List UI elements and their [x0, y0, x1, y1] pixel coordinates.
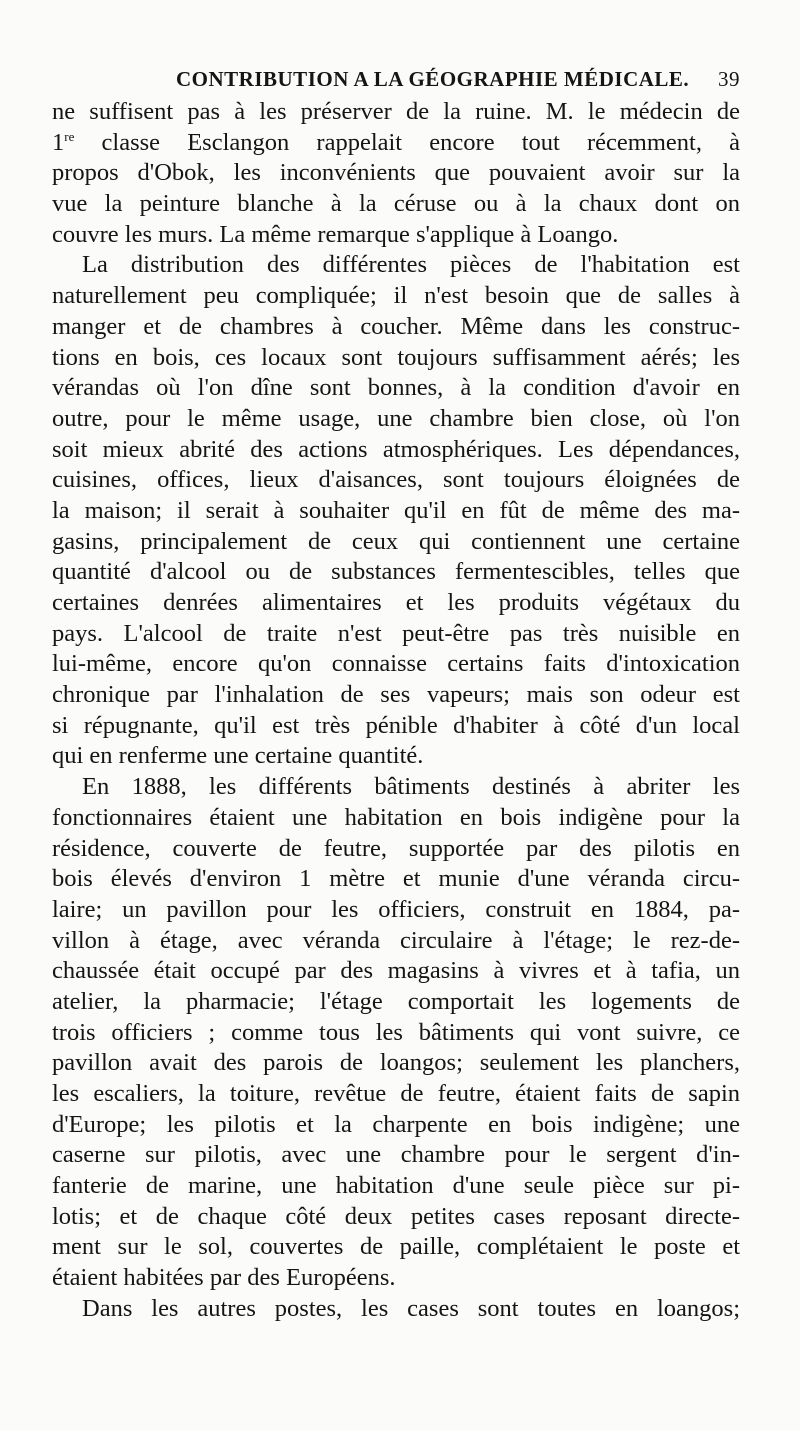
- text-line: trois officiers ; comme tous les bâtiments qui vont suivre, ce: [52, 1018, 740, 1046]
- text-line: quantité d'alcool ou de substances fermentescibles, telles que: [52, 558, 740, 586]
- text-line: atelier, la pharmacie; l'étage comportait les logements de: [52, 987, 740, 1015]
- text-line: chaussée était occupé par des magasins à vivres et à tafia, un: [52, 957, 740, 985]
- text-line: La distribution des différentes pièces de l'habitation est: [82, 251, 740, 279]
- text-line: fanterie de marine, une habitation d'une seule pièce sur pi-: [52, 1172, 740, 1200]
- text-line: lotis; et de chaque côté deux petites cases reposant directe-: [52, 1202, 740, 1230]
- text-line: chronique par l'inhalation de ses vapeurs; mais son odeur est: [52, 681, 740, 709]
- text-line: soit mieux abrité des actions atmosphériques. Les dépendances,: [52, 435, 740, 463]
- text-line: gasins, principalement de ceux qui contiennent une certaine: [52, 527, 740, 555]
- text-line: couvre les murs. La même remarque s'applique à Loango.: [52, 220, 619, 248]
- text-line: pavillon avait des parois de loangos; seulement les planchers,: [52, 1049, 740, 1077]
- text-line: En 1888, les différents bâtiments destinés à abriter les: [82, 773, 740, 801]
- text-line: étaient habitées par des Européens.: [52, 1264, 396, 1292]
- text-line: tions en bois, ces locaux sont toujours suffisamment aérés; les: [52, 343, 740, 371]
- text-line: lui-même, encore qu'on connaisse certains faits d'intoxication: [52, 650, 740, 678]
- text-line-rest: classe Esclangon rappelait encore tout récemment, à: [101, 128, 740, 156]
- text-line: laire; un pavillon pour les officiers, construit en 1884, pa-: [52, 895, 740, 923]
- running-title: CONTRIBUTION A LA GÉOGRAPHIE MÉDICALE.: [176, 67, 690, 91]
- text-line: villon à étage, avec véranda circulaire à l'étage; le rez-de-: [52, 926, 740, 954]
- text-line: les escaliers, la toiture, revêtue de feutre, étaient faits de sapin: [52, 1080, 740, 1107]
- text-line: la maison; il serait à souhaiter qu'il en fût de même des ma-: [52, 496, 740, 524]
- text-line: ne suffisent pas à les préserver de la ruine. M. le médecin de: [52, 98, 740, 125]
- text-line: pays. L'alcool de traite n'est peut-être pas très nuisible en: [52, 619, 740, 647]
- text-line: ment sur le sol, couvertes de paille, complétaient le poste et: [52, 1233, 740, 1261]
- page-header: [160, 56, 740, 92]
- text-line: naturellement peu compliquée; il n'est besoin que de salles à: [52, 282, 740, 310]
- text-line: résidence, couverte de feutre, supportée par des pilotis en: [52, 834, 740, 862]
- page-number: 39: [718, 67, 740, 91]
- text-line: vue la peinture blanche à la céruse ou à la chaux dont on: [52, 190, 740, 218]
- text-line: manger et de chambres à coucher. Même dans les construc-: [52, 312, 740, 340]
- text-line: outre, pour le même usage, une chambre bien close, où l'on: [52, 404, 740, 432]
- text-line: si répugnante, qu'il est très pénible d'habiter à côté d'un local: [52, 711, 740, 739]
- body-text: [52, 97, 740, 1325]
- ordinal-number: 1: [52, 128, 65, 156]
- text-line: [52, 128, 740, 159]
- text-line: bois élevés d'environ 1 mètre et munie d'une véranda circu-: [52, 865, 740, 893]
- ordinal-superscript: re: [64, 128, 75, 144]
- text-line: certaines denrées alimentaires et les produits végétaux du: [52, 589, 740, 616]
- text-line: fonctionnaires étaient une habitation en bois indigène pour la: [52, 803, 740, 831]
- text-line: vérandas où l'on dîne sont bonnes, à la condition d'avoir en: [52, 374, 740, 402]
- text-line: Dans les autres postes, les cases sont toutes en loangos;: [82, 1294, 740, 1322]
- text-line: caserne sur pilotis, avec une chambre pour le sergent d'in-: [52, 1141, 740, 1169]
- text-line: qui en renferme une certaine quantité.: [52, 742, 424, 770]
- text-line: d'Europe; les pilotis et la charpente en bois indigène; une: [52, 1110, 740, 1138]
- text-line: propos d'Obok, les inconvénients que pouvaient avoir sur la: [52, 159, 740, 187]
- text-line: cuisines, offices, lieux d'aisances, sont toujours éloignées de: [52, 466, 740, 494]
